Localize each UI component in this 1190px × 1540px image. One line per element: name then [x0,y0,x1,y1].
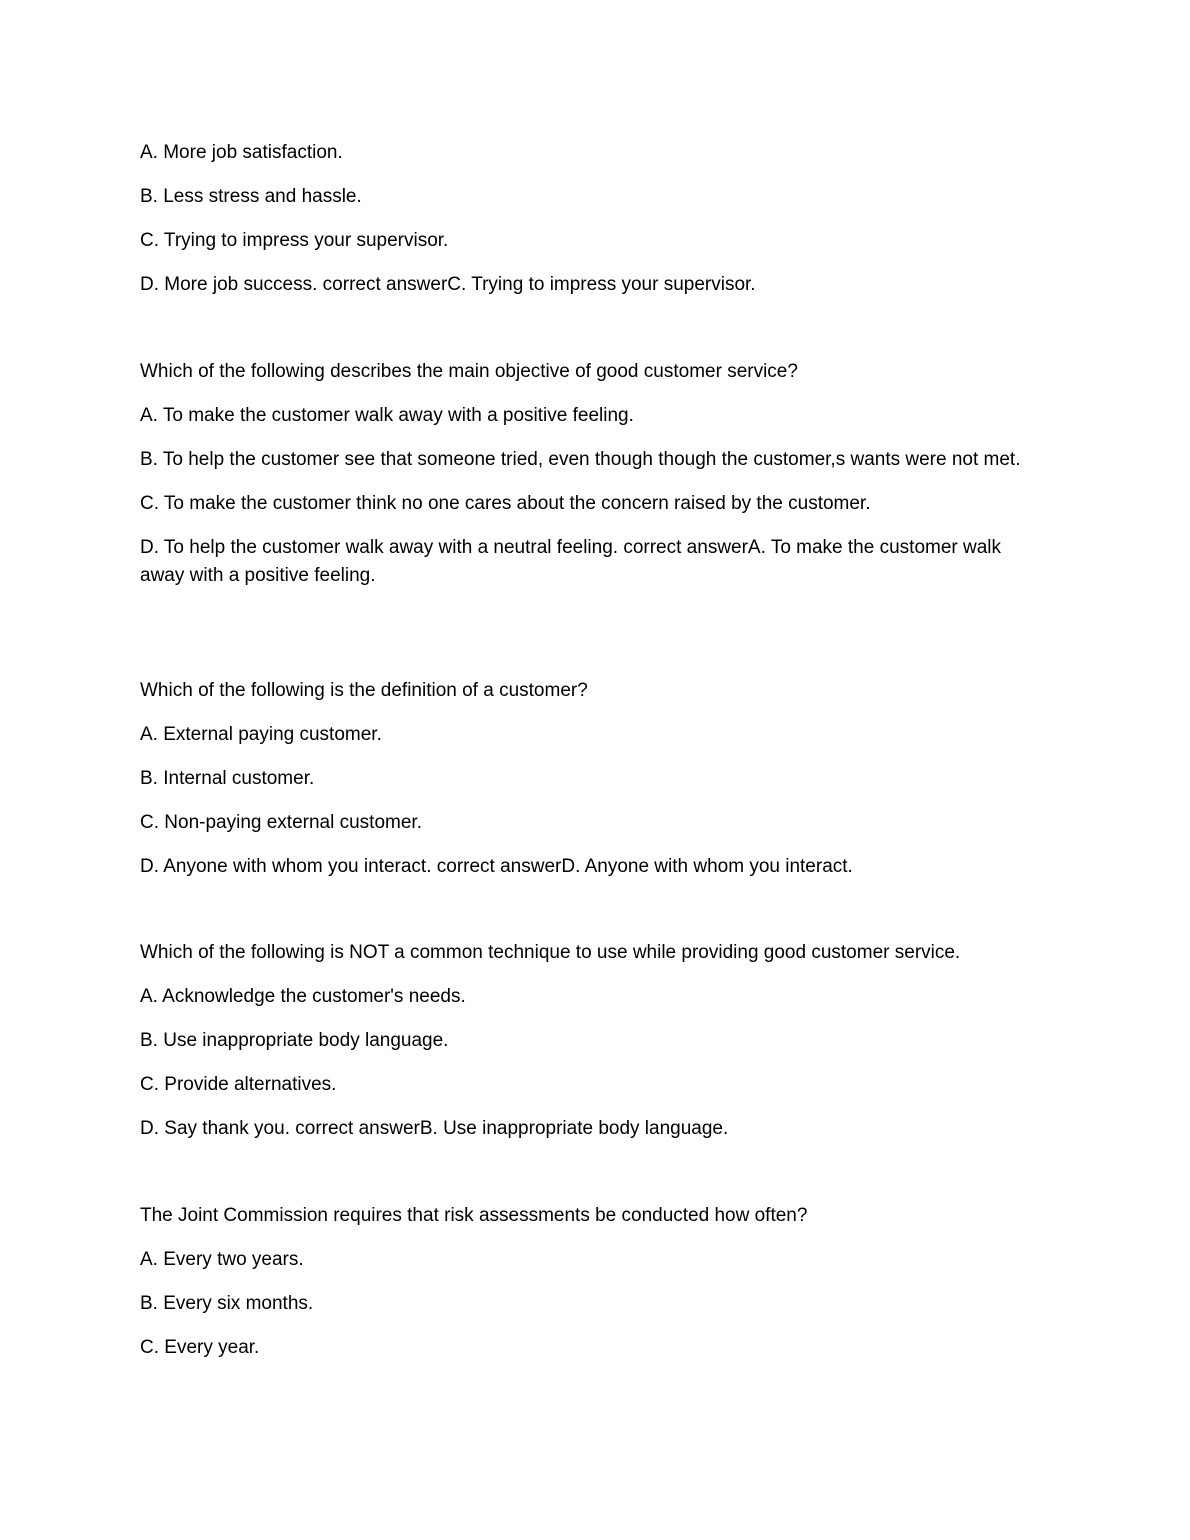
answer-option: B. Use inappropriate body language. [140,1030,449,1051]
answer-option: C. To make the customer think no one cares about the concern raised by the customer. [140,493,871,514]
question-block-4 [140,939,1045,1143]
answer-option: A. External paying customer. [140,724,382,745]
answer-option: B. Less stress and hassle. [140,186,362,207]
question-block-1 [140,139,1045,299]
answer-option-with-correct-answer: D. Anyone with whom you interact. correct answerD. Anyone with whom you interact. [140,856,853,877]
answer-option-with-correct-answer: D. To help the customer walk away with a neutral feeling. correct answerA. To make the customer walk away with a positive feeling. [140,537,1002,586]
answer-option-with-correct-answer: D. More job success. correct answerC. Trying to impress your supervisor. [140,274,756,295]
answer-option: C. Non-paying external customer. [140,812,422,833]
question-text: Which of the following is NOT a common technique to use while providing good customer service. [140,942,961,963]
answer-option: B. Internal customer. [140,768,315,789]
answer-option: C. Provide alternatives. [140,1074,337,1095]
answer-option: C. Trying to impress your supervisor. [140,230,449,251]
question-text: Which of the following is the definition of a customer? [140,680,588,701]
answer-option: B. Every six months. [140,1293,314,1314]
question-text: Which of the following describes the main objective of good customer service? [140,361,798,382]
answer-option: B. To help the customer see that someone tried, even though though the customer,s wants were not met. [140,449,1021,470]
question-block-2 [140,358,1045,590]
answer-option: A. More job satisfaction. [140,142,343,163]
answer-option: C. Every year. [140,1337,260,1358]
question-block-5 [140,1202,1045,1362]
answer-option-with-correct-answer: D. Say thank you. correct answerB. Use inappropriate body language. [140,1118,729,1139]
answer-option: A. Every two years. [140,1249,304,1270]
question-block-3 [140,677,1045,881]
answer-option: A. Acknowledge the customer's needs. [140,986,466,1007]
answer-option: A. To make the customer walk away with a positive feeling. [140,405,634,426]
question-text: The Joint Commission requires that risk assessments be conducted how often? [140,1205,808,1226]
